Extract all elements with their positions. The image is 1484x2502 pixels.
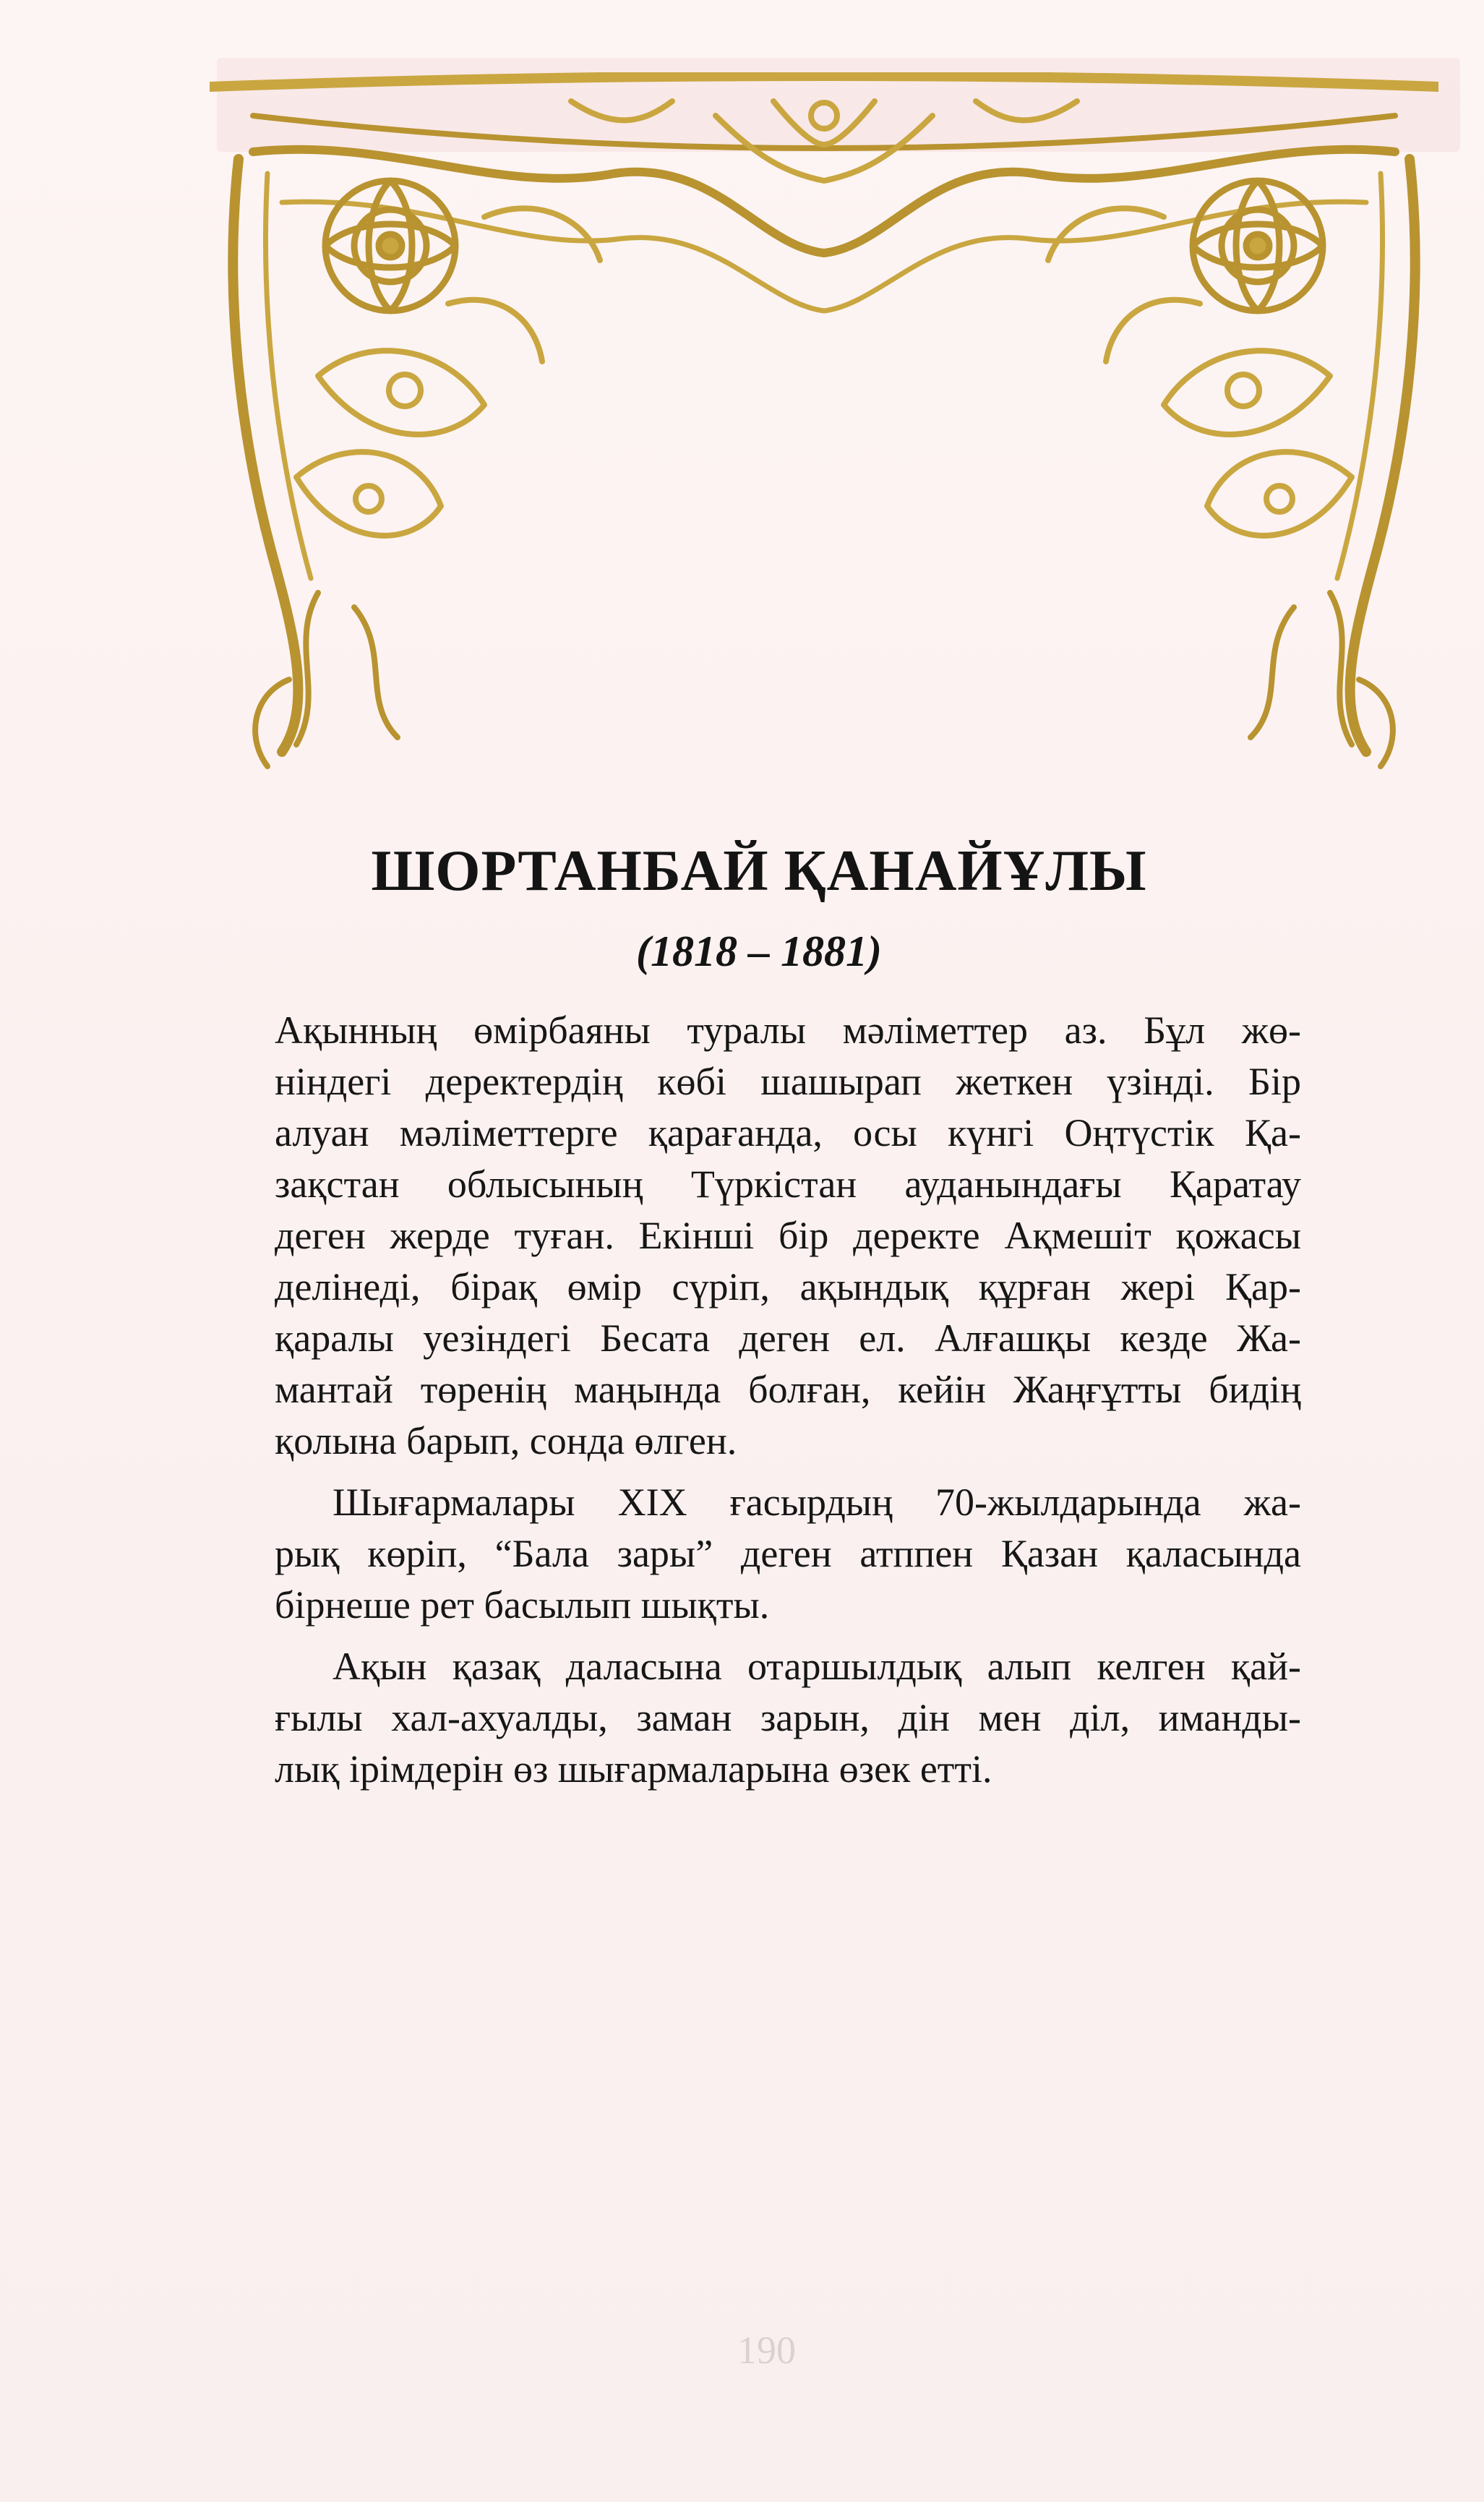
floral-ornament-icon <box>210 72 1438 810</box>
life-dates: (1818 – 1881) <box>636 927 882 975</box>
text-line: деген жерде туған. Екінші бір деректе Ақмешіт қожасы <box>275 1214 1301 1257</box>
text-line: делінеді, бірақ өмір сүріп, ақындық құрған жері Қар- <box>275 1265 1301 1308</box>
text-line: ғылы хал-ахуалды, заман зарын, дін мен діл, иманды- <box>275 1696 1301 1739</box>
text-line: қолына барып, сонда өлген. <box>275 1419 737 1462</box>
poet-name-heading: ШОРТАНБАЙ ҚАНАЙҰЛЫ <box>371 839 1147 903</box>
text-line: Ақынның өмірбаяны туралы мәліметтер аз. Бұл жө- <box>275 1008 1301 1052</box>
text-line: Шығармалары XIX ғасырдың 70-жылдарында жа- <box>333 1481 1301 1524</box>
page-number: 190 <box>737 2329 796 2372</box>
biography-text <box>275 1005 1301 1795</box>
paragraph-themes <box>275 1641 1301 1795</box>
text-line: лық ірімдерін өз шығармаларына өзек етті. <box>275 1747 992 1791</box>
paragraph-publication <box>275 1477 1301 1631</box>
text-line: алуан мәліметтерге қарағанда, осы күнгі Оңтүстік Қа- <box>275 1111 1301 1154</box>
text-line: зақстан облысының Түркістан ауданындағы Қаратау <box>275 1162 1301 1206</box>
text-line: бірнеше рет басылып шықты. <box>275 1583 770 1627</box>
text-line: ніндегі деректердің көбі шашырап жеткен үзінді. Бір <box>275 1060 1301 1103</box>
text-line: Ақын қазақ даласына отаршылдық алып келген қай- <box>333 1645 1301 1688</box>
paragraph-biography <box>275 1005 1301 1467</box>
text-line: мантай төренің маңында болған, кейін Жаңғұтты бидің <box>275 1368 1301 1411</box>
text-line: рық көріп, “Бала зары” деген атппен Қазан қаласында <box>275 1532 1301 1575</box>
text-line: қаралы уезіндегі Бесата деген ел. Алғашқы кезде Жа- <box>275 1316 1301 1360</box>
